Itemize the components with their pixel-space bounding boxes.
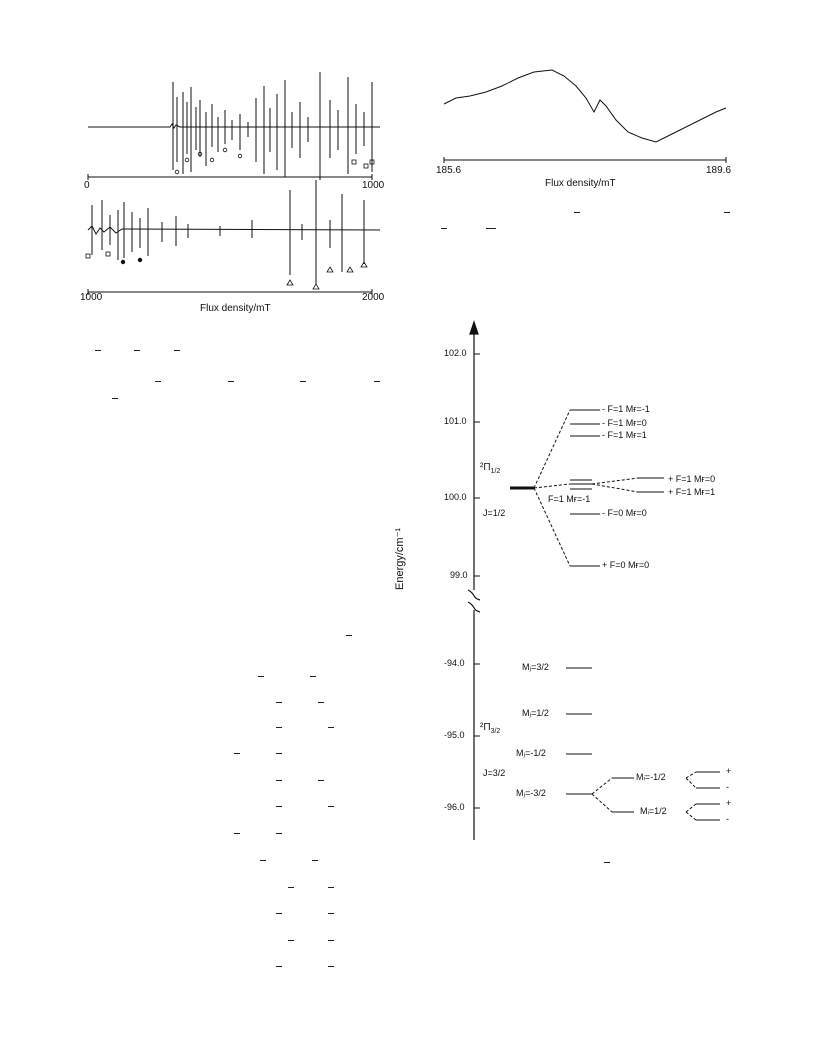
mark	[374, 381, 380, 382]
level-f0-mf0-minus: - F=0 Mғ=0	[602, 508, 647, 518]
mark	[328, 913, 334, 914]
mark	[276, 833, 282, 834]
parity-1: +	[726, 766, 732, 776]
spectrum-high-tick-end: 2000	[362, 292, 385, 303]
pi-half-subscript: 1/2	[490, 468, 501, 475]
level-f1-mf0: - F=1 Mғ=0	[602, 418, 647, 428]
mark	[328, 940, 334, 941]
mark	[258, 676, 264, 677]
mark	[112, 398, 118, 399]
level-mi-m1-2: Mᵢ=-1/2	[636, 772, 666, 782]
spectrum-low-plot	[80, 62, 390, 192]
level-plus-f1-mf1: + F=1 Mғ=1	[668, 487, 716, 497]
spectrum-high-axis	[88, 289, 372, 295]
level-f0-mf0-plus: + F=0 Mғ=0	[602, 560, 650, 570]
energy-diagram	[420, 318, 750, 858]
pi-half-term-symbol: ²Π	[480, 462, 491, 473]
level-mj-m1-2: Mⱼ=-1/2	[516, 748, 546, 758]
mark	[604, 862, 610, 863]
mark	[328, 966, 334, 967]
mark	[288, 940, 294, 941]
spectrum-low-tick-start: 0	[84, 180, 90, 191]
tick-minus96: -96.0	[444, 802, 465, 812]
energy-axis	[468, 322, 480, 840]
pi-three-half-term	[480, 722, 500, 735]
level-mj-m3-2: Mⱼ=-3/2	[516, 788, 546, 798]
mark	[574, 212, 580, 213]
mark	[276, 966, 282, 967]
tick-102: 102.0	[444, 348, 467, 358]
mark	[276, 702, 282, 703]
mark	[300, 381, 306, 382]
parity-3: +	[726, 798, 732, 808]
tick-101: 101.0	[444, 416, 467, 426]
tick-minus95: -95.0	[444, 730, 465, 740]
level-plus-f1-mf0: + F=1 Mғ=0	[668, 474, 716, 484]
spectrum-zoom-tick-end: 189.6	[706, 165, 732, 176]
mark	[234, 833, 240, 834]
parity-4: -	[726, 814, 729, 824]
mark	[441, 228, 447, 229]
mark	[95, 350, 101, 351]
mark	[328, 806, 334, 807]
spectrum-high-markers	[86, 252, 367, 289]
level-f1-mfm1-inner: F=1 Mғ=-1	[548, 494, 591, 504]
mark	[310, 676, 316, 677]
mark	[276, 806, 282, 807]
mark	[174, 350, 180, 351]
tick-minus94: -94.0	[444, 658, 465, 668]
tick-100: 100.0	[444, 492, 467, 502]
level-mj-3-2: Mⱼ=3/2	[522, 662, 549, 672]
mark	[312, 860, 318, 861]
parity-2: -	[726, 782, 729, 792]
energy-axis-label: Energy/cm⁻¹	[394, 527, 406, 590]
pi-three-half-j: J=3/2	[483, 768, 506, 778]
spectrum-high-trace	[88, 180, 380, 284]
mark	[486, 228, 496, 229]
mark	[228, 381, 234, 382]
spectrum-zoom-tick-start: 185.6	[436, 165, 462, 176]
energy-ticks	[474, 354, 480, 808]
level-mi-1-2: Mᵢ=1/2	[640, 806, 667, 816]
mark	[328, 727, 334, 728]
spectrum-high-plot	[80, 180, 390, 300]
mark	[724, 212, 730, 213]
tick-99: 99.0	[450, 570, 468, 580]
mark	[276, 780, 282, 781]
mark	[318, 780, 324, 781]
mark	[276, 913, 282, 914]
pi-three-half-levels	[566, 668, 720, 820]
spectrum-zoom-trace	[444, 70, 726, 142]
pi-three-half-subscript: 3/2	[490, 728, 501, 735]
mark	[234, 753, 240, 754]
mark	[134, 350, 140, 351]
spectrum-zoom-axis	[444, 157, 726, 163]
level-f1-mf1: - F=1 Mғ=1	[602, 430, 647, 440]
mark	[260, 860, 266, 861]
pi-half-term	[480, 462, 500, 475]
mark	[276, 753, 282, 754]
mark	[276, 727, 282, 728]
level-f1-mfm1: - F=1 Mғ=-1	[602, 404, 650, 414]
spectrum-zoom-plot	[436, 62, 736, 182]
spectrum-high-tick-start: 1000	[80, 292, 103, 303]
level-mj-1-2: Mⱼ=1/2	[522, 708, 549, 718]
spectrum-low-tick-end: 1000	[362, 180, 385, 191]
mark	[288, 887, 294, 888]
pi-three-half-term-symbol: ²Π	[480, 722, 491, 733]
spectrum-low-markers	[175, 148, 374, 174]
mark	[318, 702, 324, 703]
mark	[155, 381, 161, 382]
spectrum-zoom-xlabel: Flux density/mT	[545, 178, 616, 189]
mark	[346, 635, 352, 636]
spectrum-high-xlabel: Flux density/mT	[200, 303, 271, 314]
pi-half-j: J=1/2	[483, 508, 506, 518]
mark	[328, 887, 334, 888]
spectrum-low-trace	[88, 72, 380, 180]
